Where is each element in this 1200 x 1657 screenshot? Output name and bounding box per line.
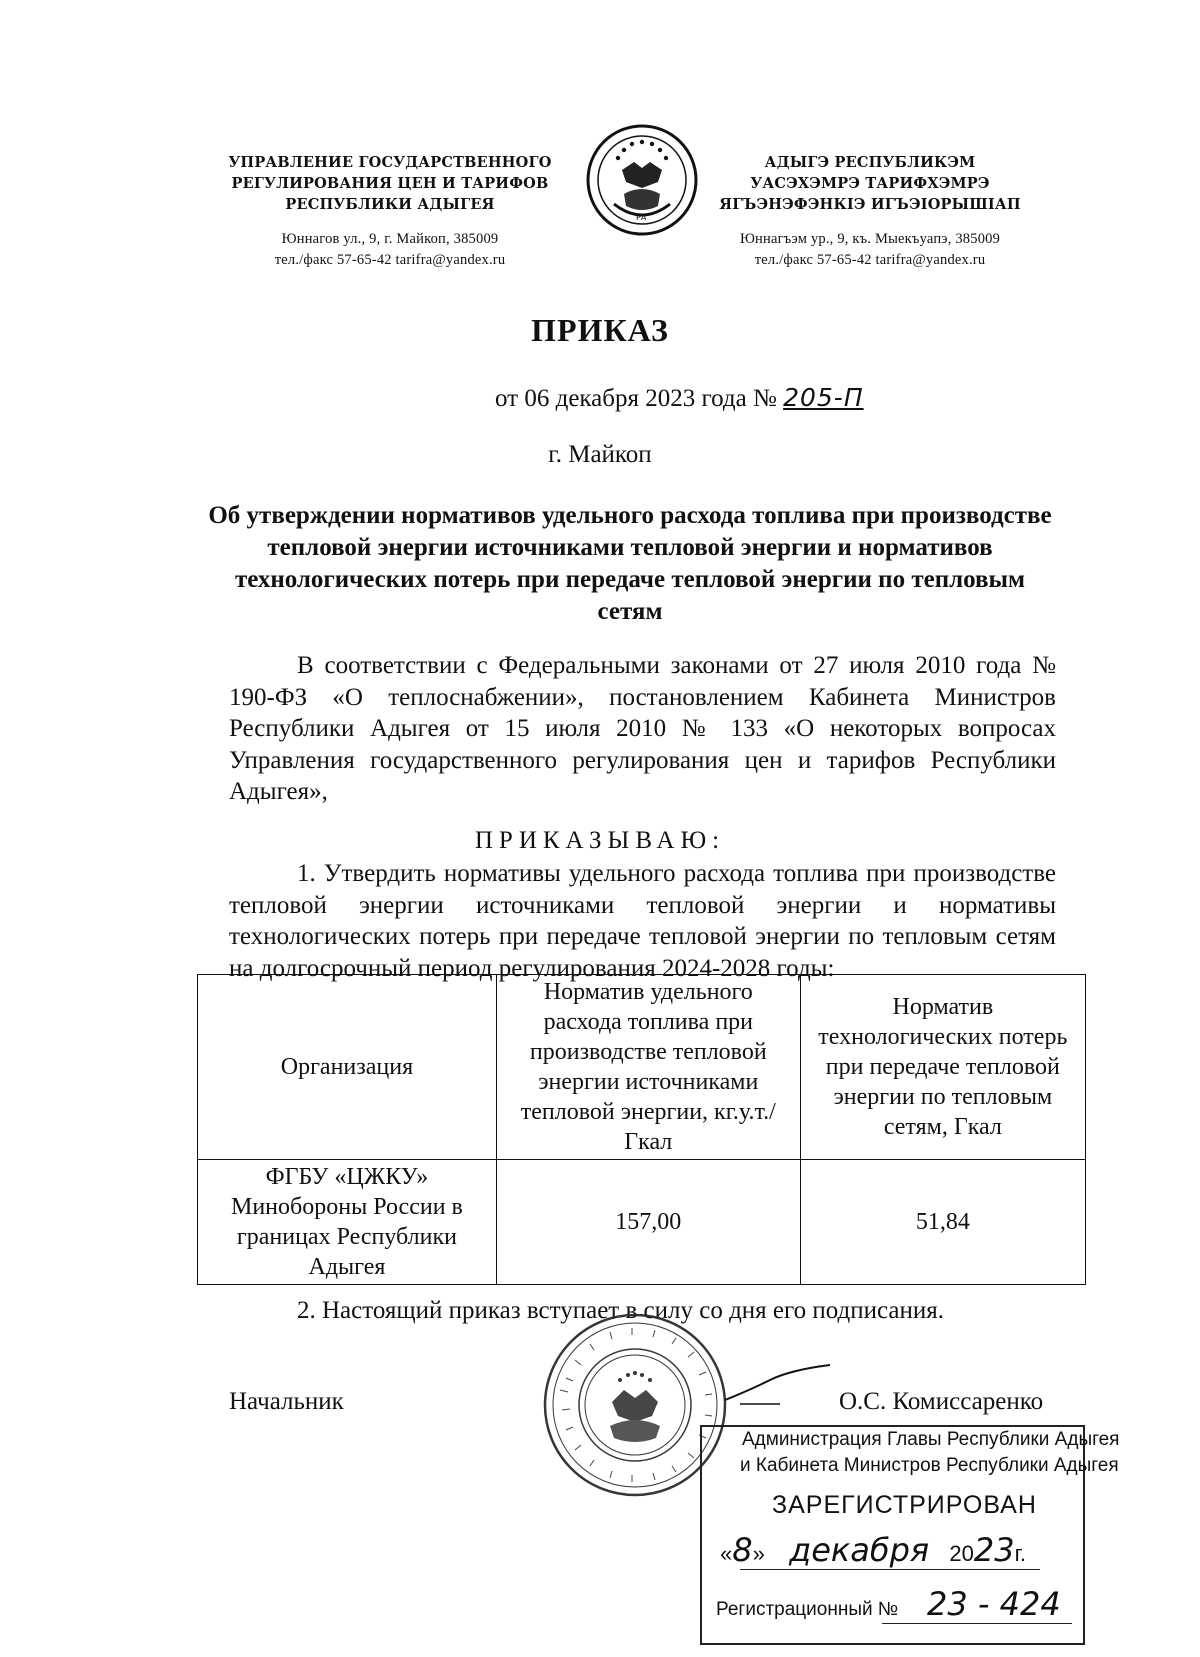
- table-header-row: [198, 975, 1086, 1160]
- header-left-org: [215, 152, 565, 271]
- reg-month: декабря: [789, 1531, 930, 1569]
- signatory-name: О.С. Комиссаренко: [839, 1388, 1044, 1415]
- right-contact: тел./факс 57-65-42 tarifra@yandex.ru: [754, 252, 986, 268]
- right-address: Юннагъэм ур., 9, къ. Мыекъуапэ, 385009: [739, 231, 1001, 247]
- table-header-cell: Норматив удельного расхода топлива при производстве тепловой энергии источниками тепловой энергии, кг.у.т./Гкал: [496, 975, 800, 1160]
- table-cell-fuel-norm: 157,00: [496, 1160, 800, 1285]
- reg-number-underline: [882, 1623, 1072, 1624]
- document-subject: Об утверждении нормативов удельного расхода топлива при производстве тепловой энергии источниками тепловой энергии и нормативов технологических потерь при передаче тепловой энергии по тепловым сетям: [208, 502, 1052, 625]
- order-number: 205-П: [783, 383, 864, 412]
- reg-year-suffix: 23: [973, 1531, 1015, 1569]
- norms-table: [197, 974, 1086, 1285]
- reg-stamp-line: и Кабинета Министров Республики Адыгея: [740, 1455, 1119, 1476]
- right-org-line: УАСЭХЭМРЭ ТАРИФХЭМРЭ: [750, 175, 990, 192]
- handwritten-signature-icon: [720, 1360, 840, 1410]
- document-city: г. Майкоп: [548, 441, 652, 468]
- table-cell-organization: ФГБУ «ЦЖКУ» Минобороны России в границах Республики Адыгея: [198, 1160, 497, 1285]
- date-prefix: от 06 декабря 2023 года №: [495, 385, 777, 412]
- document-title: ПРИКАЗ: [531, 312, 669, 348]
- document-dateline: [495, 383, 864, 413]
- table-header-cell: Норматив технологических потерь при передаче тепловой энергии по тепловым сетям, Гкал: [800, 975, 1085, 1160]
- left-address: Юннагов ул., 9, г. Майкоп, 385009: [281, 231, 499, 247]
- table-header-cell: Организация: [198, 975, 497, 1160]
- table-row: [198, 1160, 1086, 1285]
- reg-year-prefix: 20: [949, 1541, 974, 1566]
- preamble-paragraph: В соответствии с Федеральными законами от 27 июля 2010 года № 190-ФЗ «О теплоснабжении», постановлением Кабинета Министров Республики Адыгея от 15 июля 2010 № 133 «О некоторых вопросах Управления государственного регулирования цен и тарифов Республики Адыгея»,: [229, 652, 1056, 805]
- reg-day: 8: [732, 1531, 753, 1569]
- reg-number-label: Регистрационный №: [716, 1599, 899, 1620]
- table-cell-loss-norm: 51,84: [800, 1160, 1085, 1285]
- reg-stamp-date: «8» декабря 2023г.: [720, 1531, 1027, 1569]
- right-org-line: АДЫГЭ РЕСПУБЛИКЭМ: [764, 154, 976, 171]
- header-right-org: [695, 152, 1045, 271]
- reg-stamp-line: Администрация Главы Республики Адыгея: [742, 1429, 1120, 1450]
- left-org-line: РЕСПУБЛИКИ АДЫГЕЯ: [285, 196, 495, 213]
- registration-stamp: [700, 1425, 1120, 1645]
- item-2-paragraph: 2. Настоящий приказ вступает в силу со дня его подписания.: [297, 1297, 945, 1324]
- reg-stamp-title: ЗАРЕГИСТРИРОВАН: [772, 1491, 1037, 1519]
- reg-year-end: г.: [1014, 1541, 1027, 1566]
- right-org-line: ЯГЪЭНЭФЭНКІЭ ИГЪЭІОРЫШІАП: [719, 196, 1021, 213]
- svg-text:РА: РА: [636, 213, 647, 222]
- item-1-paragraph: 1. Утвердить нормативы удельного расхода топлива при производстве тепловой энергии источниками тепловой энергии и нормативы технологических потерь при передаче тепловой энергии по тепловым сетям на долгосрочный период регулирования 2024-2028 годы:: [229, 860, 1056, 982]
- left-contact: тел./факс 57-65-42 tarifra@yandex.ru: [274, 252, 506, 268]
- republic-emblem-icon: [584, 122, 700, 238]
- orders-heading: ПРИКАЗЫВАЮ:: [474, 827, 726, 854]
- reg-number: 23 - 424: [927, 1585, 1061, 1623]
- reg-date-underline: [740, 1569, 1040, 1570]
- signatory-position: Начальник: [229, 1388, 344, 1415]
- left-org-line: РЕГУЛИРОВАНИЯ ЦЕН И ТАРИФОВ: [231, 175, 549, 192]
- left-org-line: УПРАВЛЕНИЕ ГОСУДАРСТВЕННОГО: [228, 154, 552, 171]
